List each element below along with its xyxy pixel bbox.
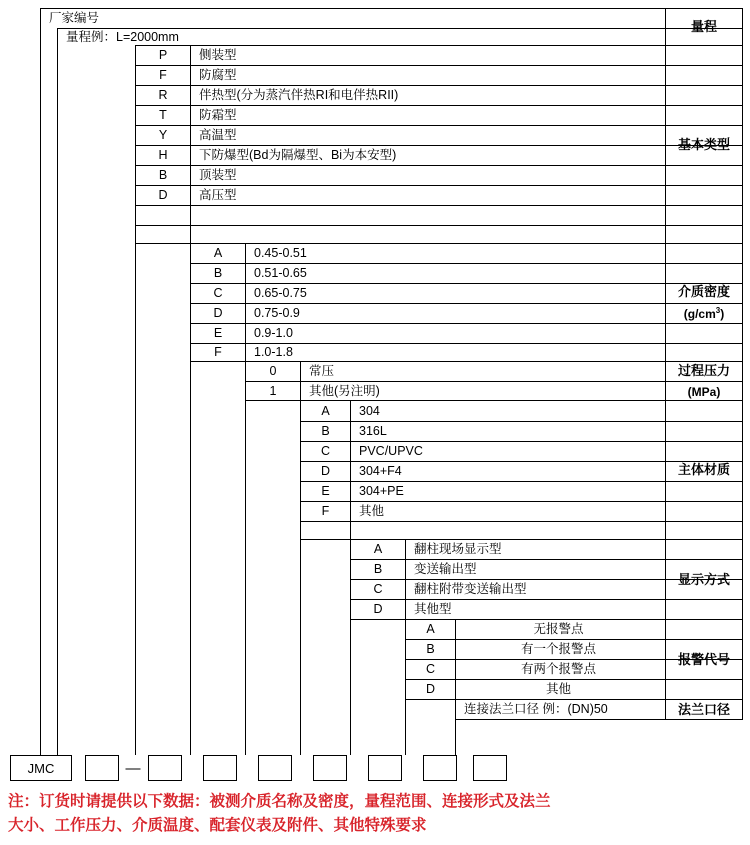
desc-basic-1: 防腐型 [199, 68, 237, 83]
code-display-0: A [373, 542, 383, 557]
desc-material-2: PVC/UPVC [359, 444, 423, 459]
desc-basic-2: 伴热型(分为蒸汽伴热RI和电伴热RII) [199, 88, 399, 103]
group-alarm-code: 报警代号 [677, 651, 730, 667]
rule-r10 [135, 205, 743, 206]
desc-basic-7: 高压型 [199, 188, 237, 203]
desc-material-4: 304+PE [359, 484, 404, 499]
group-medium-density-unit: $(g/cm^3)$ [683, 306, 725, 322]
desc-material-5: 其他 [359, 504, 385, 519]
desc-density-3: 0.75-0.9 [254, 306, 300, 321]
group-basic-type: 基本类型 [677, 136, 730, 152]
desc-density-0: 0.45-0.51 [254, 246, 307, 261]
group-flange-dn: 法兰口径 [677, 701, 730, 717]
code-material-0: A [321, 403, 330, 418]
code-density-0: A [213, 246, 223, 261]
code-material-4: E [321, 484, 330, 499]
desc-density-1: 0.51-0.65 [254, 266, 307, 281]
desc-alarm-2: 有两个报警点 [520, 662, 596, 677]
code-density-3: D [213, 306, 223, 321]
desc-density-4: 0.9-1.0 [254, 326, 293, 341]
code-material-3: D [320, 464, 331, 479]
model-box-jmc-label: JMC [27, 760, 55, 776]
range-example-label: 量程例：L=2000mm [66, 29, 179, 44]
rule-f1 [455, 719, 743, 720]
desc-basic-0: 侧装型 [199, 48, 237, 63]
code-density-2: C [213, 286, 223, 301]
code-display-1: B [373, 562, 383, 577]
code-basic-7: D [158, 188, 168, 203]
code-basic-3: T [159, 108, 167, 123]
desc-basic-3: 防霜型 [199, 108, 237, 123]
code-alarm-3: D [425, 682, 436, 697]
manufacturer-label: 厂家编号 [49, 11, 100, 26]
group-medium-density-label: 介质密度 [677, 283, 730, 299]
desc-basic-6: 顶装型 [199, 168, 237, 183]
order-note [8, 790, 744, 838]
model-box-3[interactable] [148, 755, 182, 781]
code-basic-5: H [158, 148, 168, 163]
code-density-5: F [214, 345, 222, 360]
model-box-jmc[interactable] [10, 755, 72, 781]
desc-material-3: 304+F4 [359, 464, 402, 479]
desc-basic-4: 高温型 [199, 128, 237, 143]
code-alarm-2: C [425, 662, 436, 677]
desc-basic-5: 下防爆型(Bd为隔爆型、Bi为本安型) [199, 148, 397, 163]
model-box-5[interactable] [258, 755, 292, 781]
desc-alarm-1: 有一个报警点 [520, 642, 596, 657]
desc-material-1: 316L [359, 424, 387, 439]
code-pressure-0: 0 [269, 364, 277, 379]
desc-density-2: 0.65-0.75 [254, 286, 307, 301]
code-alarm-0: A [426, 622, 435, 637]
group-process-pressure-label: 过程压力 [677, 363, 730, 379]
code-basic-0: P [158, 48, 168, 63]
model-box-2[interactable] [85, 755, 119, 781]
group-process-pressure-unit: (MPa) [687, 384, 721, 399]
code-alarm-1: B [426, 642, 435, 657]
stem-manufacturer [40, 8, 41, 755]
code-pressure-1: 1 [269, 383, 277, 398]
code-basic-6: B [158, 168, 168, 183]
dash-separator: — [125, 759, 141, 777]
group-process-pressure [666, 362, 742, 400]
order-note-line1: 注：订货时请提供以下数据：被测介质名称及密度，量程范围、连接形式及法兰 [8, 793, 551, 810]
model-box-6[interactable] [313, 755, 347, 781]
code-density-4: E [213, 326, 223, 341]
code-display-3: D [373, 602, 383, 617]
model-box-9[interactable] [473, 755, 507, 781]
stem-range [57, 28, 58, 755]
group-display-mode: 显示方式 [677, 571, 730, 587]
model-box-4[interactable] [203, 755, 237, 781]
desc-display-1: 变送输出型 [414, 562, 477, 577]
code-basic-4: Y [158, 128, 168, 143]
desc-flange: 连接法兰口径 例：(DN)50 [464, 702, 608, 717]
desc-density-5: 1.0-1.8 [254, 345, 293, 360]
desc-pressure-0: 常压 [309, 364, 335, 379]
desc-display-0: 翻柱现场显示型 [414, 542, 502, 557]
group-range: 量程 [690, 19, 717, 35]
code-material-2: C [320, 444, 331, 459]
model-box-8[interactable] [423, 755, 457, 781]
model-box-7[interactable] [368, 755, 402, 781]
desc-material-0: 304 [359, 403, 380, 418]
group-body-material: 主体材质 [677, 462, 730, 478]
code-material-5: F [321, 504, 330, 519]
desc-alarm-3: 其他 [545, 682, 571, 697]
group-medium-density [666, 244, 742, 361]
desc-pressure-1: 其他(另注明) [309, 383, 380, 398]
code-display-2: C [373, 582, 383, 597]
stem-pressure [245, 361, 246, 755]
code-basic-1: F [159, 68, 167, 83]
desc-display-3: 其他型 [414, 602, 452, 617]
rule-right-edge [742, 8, 743, 719]
rule-r11 [135, 225, 743, 226]
code-basic-2: R [158, 88, 168, 103]
code-density-1: B [213, 266, 223, 281]
desc-alarm-0: 无报警点 [533, 622, 584, 637]
order-note-line2: 大小、工作压力、介质温度、配套仪表及附件、其他特殊要求 [8, 817, 427, 835]
code-material-1: B [321, 424, 330, 439]
desc-display-2: 翻柱附带变送输出型 [414, 582, 527, 597]
